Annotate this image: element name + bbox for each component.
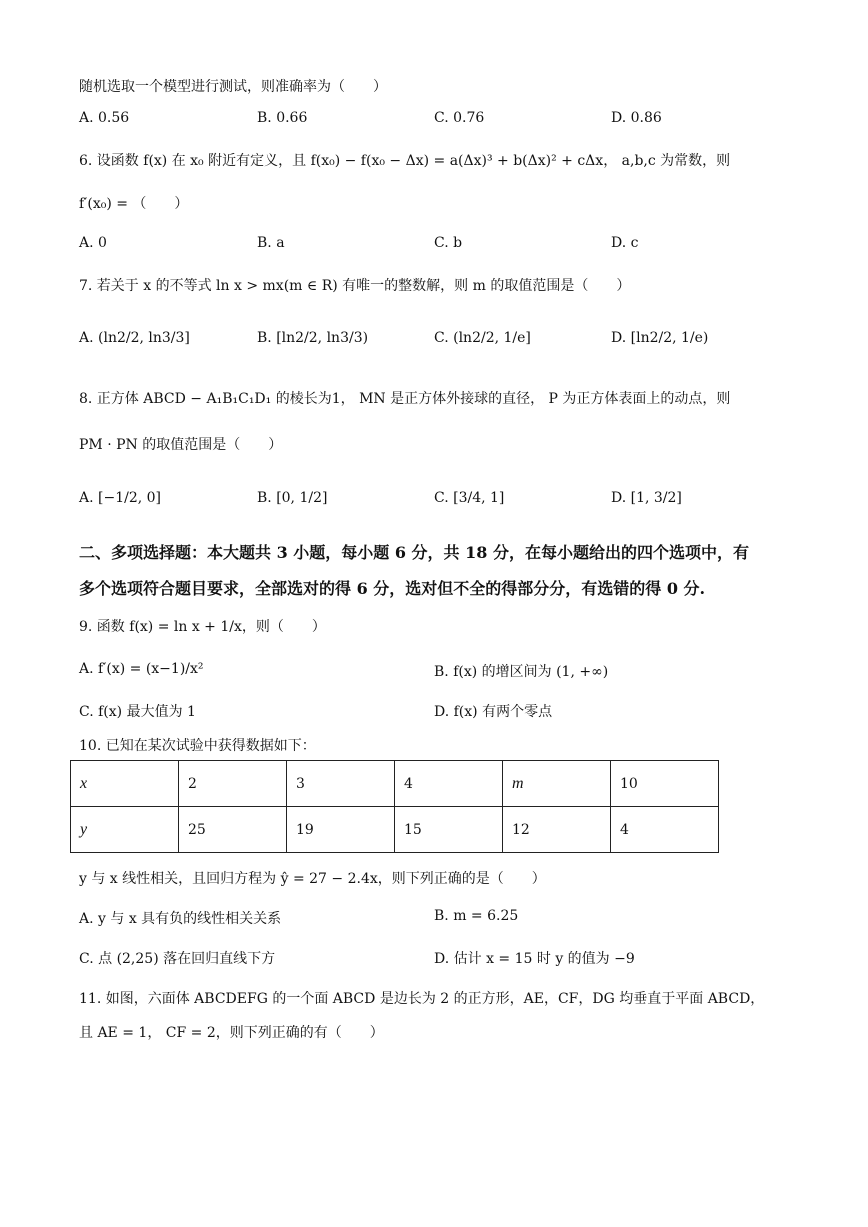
table-row [71, 807, 719, 853]
q10-stem-2: y 与 x 线性相关，且回归方程为 ŷ = 27 − 2.4x，则下列正确的是（ ） [79, 871, 546, 887]
table-cell: 12 [503, 807, 611, 853]
q7-option-a: A. (ln2/2, ln3/3] [79, 330, 190, 346]
q10-data-table [70, 760, 719, 853]
q9-option-c: C. f(x) 最大值为 1 [79, 704, 196, 720]
table-cell: 19 [287, 807, 395, 853]
q5-option-d: D. 0.86 [611, 110, 662, 126]
q8-option-b: B. [0, 1/2] [257, 490, 328, 506]
q10-stem: 10. 已知在某次试验中获得数据如下： [79, 738, 316, 754]
q6-option-d: D. c [611, 235, 639, 251]
table-cell: 25 [179, 807, 287, 853]
q8-stem: 8. 正方体 ABCD − A₁B₁C₁D₁ 的棱长为1， MN 是正方体外接球的直径， P 为正方体表面上的动点，则 [79, 391, 731, 407]
table-cell: m [503, 761, 611, 807]
q8-option-c: C. [3/4, 1] [434, 490, 505, 506]
q9-stem: 9. 函数 f(x) = ln x + 1/x，则（ ） [79, 619, 326, 635]
q9-option-a: A. f′(x) = (x−1)/x² [79, 661, 204, 677]
q6-option-a: A. 0 [79, 235, 107, 251]
table-cell: 4 [395, 761, 503, 807]
table-cell: 4 [611, 807, 719, 853]
q9-option-d: D. f(x) 有两个零点 [434, 704, 553, 720]
q10-option-d: D. 估计 x = 15 时 y 的值为 −9 [434, 951, 635, 967]
q7-stem: 7. 若关于 x 的不等式 ln x > mx(m ∈ R) 有唯一的整数解，则 m 的取值范围是（ ） [79, 278, 631, 294]
q6-stem-2: f′(x₀) = （ ） [79, 196, 189, 212]
q6-option-b: B. a [257, 235, 285, 251]
q8-option-d: D. [1, 3/2] [611, 490, 682, 506]
q6-option-c: C. b [434, 235, 463, 251]
q5-option-a: A. 0.56 [79, 110, 130, 126]
table-cell: 2 [179, 761, 287, 807]
section2-heading-line2: 多个选项符合题目要求，全部选对的得 6 分，选对但不全的得部分分，有选错的得 0 分. [79, 579, 706, 598]
q9-option-b: B. f(x) 的增区间为 (1, +∞) [434, 664, 609, 680]
table-cell: 15 [395, 807, 503, 853]
q8-option-a: A. [−1/2, 0] [79, 490, 162, 506]
q11-stem-2: 且 AE = 1， CF = 2，则下列正确的有（ ） [79, 1025, 384, 1041]
q5-option-b: B. 0.66 [257, 110, 308, 126]
q5-tail: 随机选取一个模型进行测试，则准确率为（ ） [79, 79, 387, 95]
q7-option-c: C. (ln2/2, 1/e] [434, 330, 531, 346]
table-cell: y [71, 807, 179, 853]
q5-option-c: C. 0.76 [434, 110, 485, 126]
table-cell: 3 [287, 761, 395, 807]
q10-option-c: C. 点 (2,25) 落在回归直线下方 [79, 951, 276, 967]
table-row [71, 761, 719, 807]
q6-stem: 6. 设函数 f(x) 在 x₀ 附近有定义，且 f(x₀) − f(x₀ − Δx) = a(Δx)³ + b(Δx)² + cΔx， a,b,c 为常数，则 [79, 153, 731, 169]
q10-option-a: A. y 与 x 具有负的线性相关关系 [79, 911, 282, 927]
q7-option-b: B. [ln2/2, ln3/3) [257, 330, 369, 346]
q11-stem: 11. 如图，六面体 ABCDEFG 的一个面 ABCD 是边长为 2 的正方形，AE，CF，DG 均垂直于平面 ABCD， [79, 991, 765, 1007]
table-cell: x [71, 761, 179, 807]
q10-option-b: B. m = 6.25 [434, 908, 519, 924]
table-cell: 10 [611, 761, 719, 807]
q8-stem-2: PM · PN 的取值范围是（ ） [79, 437, 283, 453]
q7-option-d: D. [ln2/2, 1/e) [611, 330, 709, 346]
section2-heading-line1: 二、多项选择题：本大题共 3 小题，每小题 6 分，共 18 分，在每小题给出的四个选项中，有 [79, 543, 749, 562]
